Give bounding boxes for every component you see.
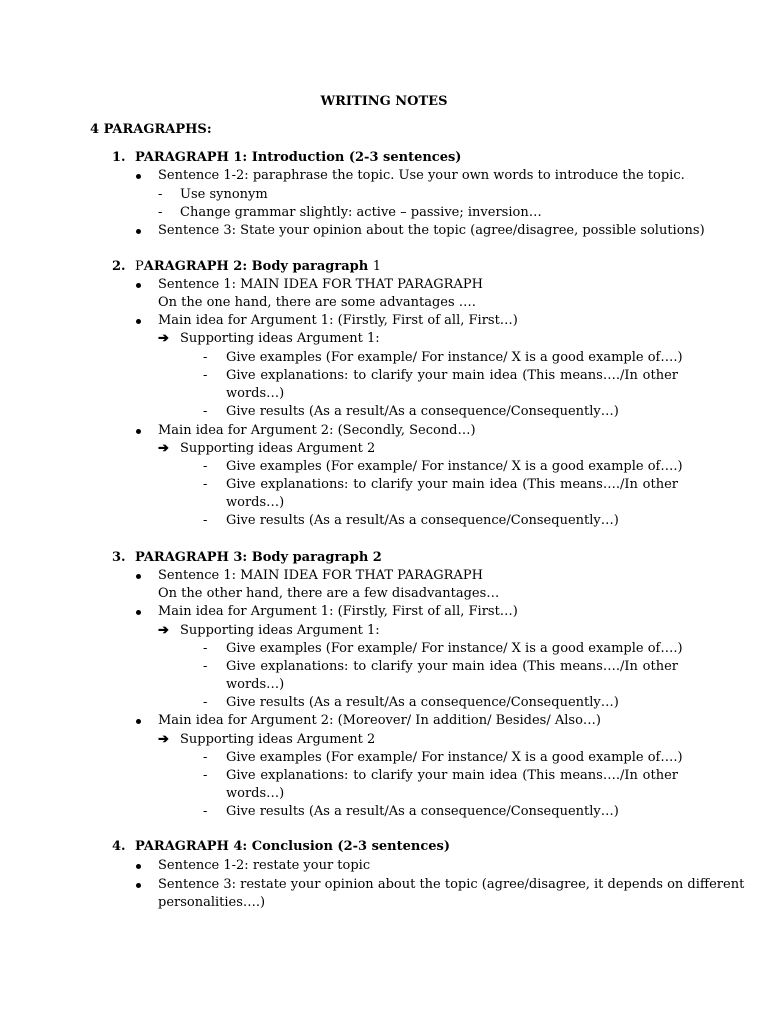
dash-icon: - [203,641,208,656]
list-item: Sentence 1: MAIN IDEA FOR THAT PARAGRAPH [158,277,483,292]
paragraph-4-heading: PARAGRAPH 4: Conclusion (2-3 sentences) [135,839,451,854]
arrow-right-icon: ➔ [158,331,169,346]
dash-icon: - [203,477,208,492]
bullet-icon [136,319,141,324]
list-number: 1. [112,150,126,165]
bullet-icon [136,610,141,615]
list-item: Supporting ideas Argument 1: [180,331,380,346]
dash-icon: - [203,804,208,819]
list-item: Give examples (For example/ For instance/ X is a good example of….) [226,350,683,365]
bullet-icon [136,283,141,288]
bullet-icon [136,719,141,724]
list-item: Main idea for Argument 1: (Firstly, First of all, First…) [158,604,518,619]
bullet-icon [136,883,141,888]
list-number: 4. [112,839,126,854]
list-item: Give results (As a result/As a consequence/Consequently…) [226,513,619,528]
dash-icon: - [203,368,208,383]
section-heading: 4 PARAGRAPHS: [90,122,212,137]
heading-part: ARAGRAPH 2: Body paragraph [143,259,373,274]
dash-icon: - [203,350,208,365]
list-item: Sentence 1: MAIN IDEA FOR THAT PARAGRAPH [158,568,483,583]
list-item: Give results (As a result/As a consequence/Consequently…) [226,804,619,819]
dash-icon: - [158,187,163,202]
heading-part: P [135,259,144,274]
paragraph-2-heading [135,258,381,276]
paragraph-3-heading: PARAGRAPH 3: Body paragraph 2 [135,550,382,565]
list-item: On the one hand, there are some advantages …. [158,295,476,310]
list-item: Main idea for Argument 2: (Secondly, Second…) [158,423,476,438]
paragraph-1-heading: PARAGRAPH 1: Introduction (2-3 sentences) [135,150,462,165]
list-number: 2. [112,259,126,274]
list-item: Supporting ideas Argument 2 [180,732,376,747]
list-item: Give examples (For example/ For instance/ X is a good example of….) [226,750,683,765]
arrow-right-icon: ➔ [158,623,169,638]
list-item: On the other hand, there are a few disadvantages… [158,586,500,601]
list-item: words…) [226,786,285,801]
list-item: Main idea for Argument 2: (Moreover/ In addition/ Besides/ Also…) [158,713,601,728]
list-item: words…) [226,677,285,692]
dash-icon: - [203,404,208,419]
heading-part: 1 [372,259,381,274]
bullet-icon [136,429,141,434]
list-item: Give results (As a result/As a consequence/Consequently…) [226,695,619,710]
arrow-right-icon: ➔ [158,441,169,456]
list-item: Sentence 1-2: paraphrase the topic. Use your own words to introduce the topic. [158,168,685,183]
list-item: personalities….) [158,895,266,910]
list-item: Give examples (For example/ For instance/ X is a good example of….) [226,459,683,474]
list-item: Main idea for Argument 1: (Firstly, First of all, First…) [158,313,518,328]
dash-icon: - [158,205,163,220]
list-item: Give explanations: to clarify your main idea (This means…./In other [226,477,678,492]
dash-icon: - [203,459,208,474]
arrow-right-icon: ➔ [158,732,169,747]
dash-icon: - [203,750,208,765]
list-item: Supporting ideas Argument 1: [180,623,380,638]
list-item: Give explanations: to clarify your main idea (This means…./In other [226,768,678,783]
list-item: Sentence 1-2: restate your topic [158,858,371,873]
list-item: Change grammar slightly: active – passive; inversion… [180,205,542,220]
list-item: words…) [226,386,285,401]
dash-icon: - [203,659,208,674]
list-item: Give results (As a result/As a consequence/Consequently…) [226,404,619,419]
dash-icon: - [203,513,208,528]
list-item: Give explanations: to clarify your main idea (This means…./In other [226,659,678,674]
bullet-icon [136,864,141,869]
list-item: Sentence 3: State your opinion about the topic (agree/disagree, possible solutions) [158,223,705,238]
list-item: Sentence 3: restate your opinion about the topic (agree/disagree, it depends on different [158,877,745,892]
dash-icon: - [203,695,208,710]
list-item: Give examples (For example/ For instance/ X is a good example of….) [226,641,683,656]
bullet-icon [136,174,141,179]
bullet-icon [136,229,141,234]
document-title: WRITING NOTES [320,94,448,109]
list-item: Give explanations: to clarify your main idea (This means…./In other [226,368,678,383]
bullet-icon [136,574,141,579]
list-number: 3. [112,550,126,565]
dash-icon: - [203,768,208,783]
list-item: words…) [226,495,285,510]
list-item: Use synonym [180,187,268,202]
list-item: Supporting ideas Argument 2 [180,441,376,456]
